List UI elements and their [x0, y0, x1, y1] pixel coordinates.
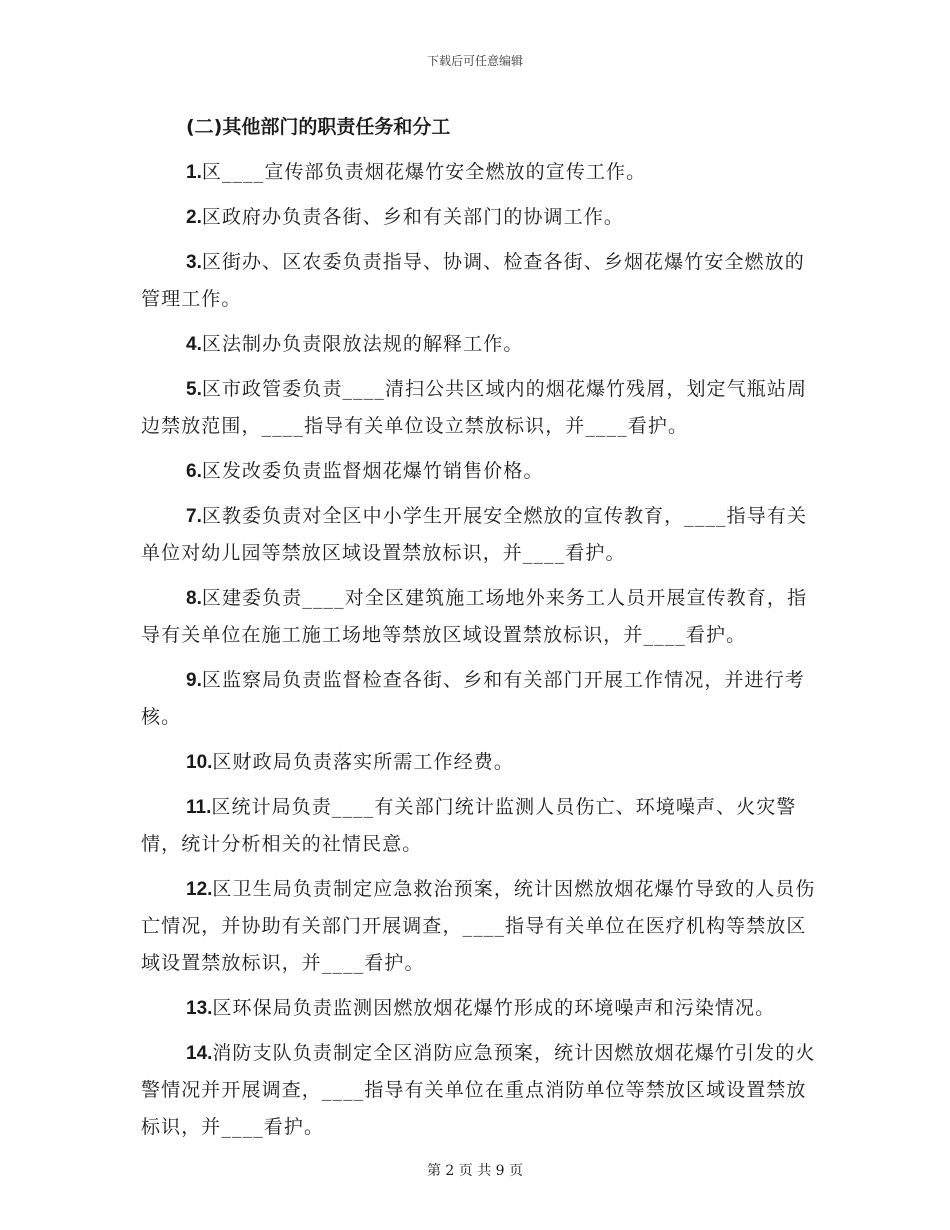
page-footer: 第 2 页 共 9 页	[426, 1163, 524, 1179]
list-item	[141, 371, 821, 445]
list-item	[141, 990, 821, 1027]
section-heading: (二)其他部门的职责任务和分工	[186, 116, 451, 138]
item-number: 13.	[186, 998, 213, 1019]
list-item	[141, 580, 821, 654]
item-text: 区财政局负责落实所需工作经费。	[212, 751, 514, 773]
list-item	[141, 871, 821, 982]
item-text: 区街办、区农委负责指导、协调、检查各街、乡烟花爆竹安全燃放的管理工作。	[141, 251, 805, 310]
list-item	[141, 789, 821, 863]
list-item	[141, 453, 821, 490]
item-text: 区____宣传部负责烟花爆竹安全燃放的宣传工作。	[201, 161, 647, 183]
item-text: 区政府办负责各街、乡和有关部门的协调工作。	[201, 206, 624, 228]
item-text: 区法制办负责限放法规的解释工作。	[201, 333, 524, 355]
item-number: 1.	[186, 162, 202, 183]
item-text: 区发改委负责监督烟花爆竹销售价格。	[201, 460, 544, 482]
item-number: 10.	[186, 752, 213, 773]
item-text: 区环保局负责监测因燃放烟花爆竹形成的环境噪声和污染情况。	[212, 997, 776, 1019]
list-item	[141, 244, 821, 318]
item-text: 区监察局负责监督检查各街、乡和有关部门开展工作情况，并进行考核。	[141, 669, 805, 728]
list-item	[141, 199, 821, 236]
item-number: 8.	[186, 588, 202, 609]
item-text: 区市政管委负责____清扫公共区域内的烟花爆竹残屑，划定气瓶站周边禁放范围，____指导有关单位设立禁放标识，并____看护。	[141, 378, 808, 437]
item-number: 12.	[186, 879, 213, 900]
item-number: 7.	[186, 506, 202, 527]
item-number: 2.	[186, 207, 202, 228]
item-number: 14.	[186, 1043, 213, 1064]
item-number: 9.	[186, 670, 202, 691]
item-number: 5.	[186, 379, 202, 400]
item-text: 区卫生局负责制定应急救治预案，统计因燃放烟花爆竹导致的人员伤亡情况，并协助有关部门开展调查，____指导有关单位在医疗机构等禁放区域设置禁放标识，并____看护。	[141, 878, 816, 974]
list-item	[141, 662, 821, 736]
item-number: 6.	[186, 461, 202, 482]
item-number: 11.	[186, 797, 212, 818]
list-item	[141, 326, 821, 363]
item-text: 区教委负责对全区中小学生开展安全燃放的宣传教育，____指导有关单位对幼儿园等禁放区域设置禁放标识，并____看护。	[141, 505, 808, 564]
item-number: 4.	[186, 334, 202, 355]
item-number: 3.	[186, 252, 202, 273]
item-text: 消防支队负责制定全区消防应急预案，统计因燃放烟花爆竹引发的火警情况并开展调查，____指导有关单位在重点消防单位等禁放区域设置禁放标识，并____看护。	[141, 1042, 816, 1138]
list-item	[141, 1035, 821, 1146]
list-item	[141, 744, 821, 781]
item-text: 区统计局负责____有关部门统计监测人员伤亡、环境噪声、火灾警情，统计分析相关的社情民意。	[141, 796, 797, 855]
page-header: 下载后可任意编辑	[426, 54, 523, 68]
document-body	[141, 112, 821, 1154]
list-item	[141, 154, 821, 191]
item-text: 区建委负责____对全区建筑施工场地外来务工人员开展宣传教育，指导有关单位在施工施工场地等禁放区域设置禁放标识，并____看护。	[141, 587, 808, 646]
list-item	[141, 498, 821, 572]
